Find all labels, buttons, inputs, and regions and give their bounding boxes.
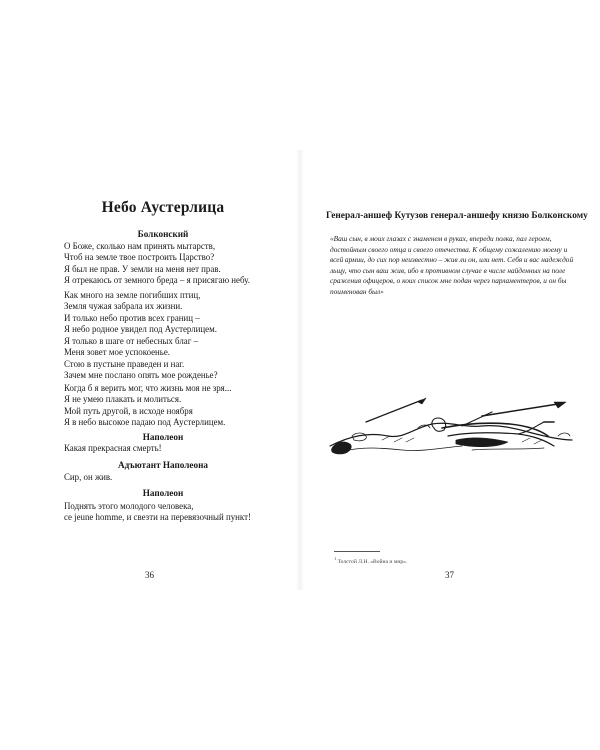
letter-line: всей армии, до сих пор неизвестно – жив ли он, или нет. Себя и вас надеждой xyxy=(330,255,574,265)
stanza-line: Земля чужая забрала их жизни. xyxy=(64,301,183,312)
letter-line: льщу, что сын ваш жив, ибо в противном случае в числе найденных на поле xyxy=(330,265,566,275)
footnote-mark: 1 xyxy=(334,556,337,561)
footnote-text: Толстой Л.Н. «Война и мир». xyxy=(337,558,408,565)
adjutant-line xyxy=(64,472,304,483)
footnote-rule xyxy=(334,551,380,552)
footnote xyxy=(334,556,407,565)
stanza-3 xyxy=(64,336,304,381)
stanza-line: Когда б я верить мог, что жизнь моя не зря... xyxy=(64,383,232,393)
stanza-line: Зачем мне послано опять мое рожденье? xyxy=(64,369,218,380)
stanza-line: ce jeune homme, и свезти на перевязочный пункт! xyxy=(64,512,251,523)
speaker-bolkonsky: Болконский xyxy=(137,229,189,239)
stanza-line: Мой путь другой, в исходе ноября xyxy=(64,405,193,416)
stanza-line: Я небо родное увидел под Аустерлицем. xyxy=(64,323,217,334)
speaker-napoleon-2: Наполеон xyxy=(142,488,184,498)
wounded-soldier-illustration xyxy=(322,366,578,476)
page-number-right: 37 xyxy=(445,570,454,580)
stanza-line: Я не умею плакать и молиться. xyxy=(64,394,182,405)
stanza-line: Стою в пустыне праведен и наг. xyxy=(64,358,185,369)
letter-line: «Ваш сын, в моих глазах с знаменем в руках, впереди полка, пал героем, xyxy=(330,234,552,243)
letter-line: поименован был» xyxy=(330,286,384,296)
speaker-napoleon: Наполеон xyxy=(142,432,184,442)
letter-line: сражения офицеров, о коих список мне подан через парламентеров, и он бы xyxy=(330,276,567,286)
stanza-line: Сир, он жив. xyxy=(64,472,113,482)
letter-title: Генерал-аншеф Кутузов генерал-аншефу князю Болконскому xyxy=(326,211,588,221)
poem-title: Небо Аустерлица xyxy=(101,199,225,216)
stanza-2 xyxy=(64,290,304,335)
stanza-line: О Боже, сколько нам принять мытарств, xyxy=(64,241,216,251)
stanza-line: Я в небо высокое падаю под Аустерлицем. xyxy=(64,416,226,427)
letter-line: достойным своего отца и своего отечества. К общему сожалению моему и xyxy=(330,244,568,254)
page-number-left: 36 xyxy=(145,570,154,580)
stanza-1 xyxy=(64,241,304,286)
napoleon-line xyxy=(64,443,304,454)
stanza-line: Я был не прав. У земли на меня нет прав. xyxy=(64,263,221,274)
stanza-line: Поднять этого молодого человека, xyxy=(64,501,194,511)
stanza-line: Меня зовет мое успокоенье. xyxy=(64,347,171,358)
stanza-line: Как много на земле погибших птиц, xyxy=(64,290,201,300)
stanza-line: И только небо против всех границ – xyxy=(64,312,200,323)
speaker-adjutant: Адъютант Наполеона xyxy=(118,460,208,470)
stanza-line: Чтоб на земле твое построить Царство? xyxy=(64,252,215,263)
stanza-line: Я отрекаюсь от земного бреда – я присягаю небу. xyxy=(64,274,250,285)
stanza-line: Я только в шаге от небесных благ – xyxy=(64,336,199,346)
napoleon-order xyxy=(64,501,304,524)
stanza-4 xyxy=(64,383,304,428)
letter-text xyxy=(330,234,574,298)
stanza-line: Какая прекрасная смерть! xyxy=(64,443,162,453)
